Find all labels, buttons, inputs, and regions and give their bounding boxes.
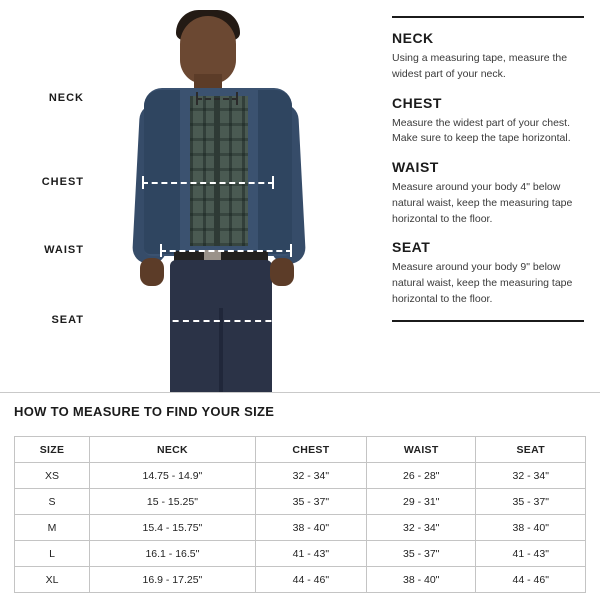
measure-marker-waist — [0, 244, 380, 258]
table-header-waist: WAIST — [366, 437, 476, 463]
cell-seat: 32 - 34" — [476, 463, 586, 489]
cell-waist: 32 - 34" — [366, 515, 476, 541]
measure-marker-seat — [0, 314, 380, 328]
measure-label-seat: SEAT — [51, 314, 84, 326]
measure-line-waist — [160, 250, 292, 252]
guide-body-neck: Using a measuring tape, measure the widest part of your neck. — [392, 52, 568, 80]
jacket-left-panel — [144, 90, 180, 254]
table-header-row — [15, 437, 586, 463]
model-photo — [0, 0, 380, 392]
cell-size: S — [15, 489, 90, 515]
guide-body-seat: Measure around your body 9" below natural waist, keep the measuring tape horizontal to the floor. — [392, 261, 573, 305]
size-table — [14, 436, 586, 593]
guide-top-divider — [392, 16, 584, 18]
guide-bottom-divider — [392, 320, 584, 322]
cell-seat: 41 - 43" — [476, 541, 586, 567]
cell-chest: 32 - 34" — [255, 463, 366, 489]
shirt-placket — [214, 96, 220, 246]
measure-line-chest — [142, 182, 274, 184]
table-row — [15, 463, 586, 489]
table-row — [15, 567, 586, 593]
measure-label-neck: NECK — [48, 92, 84, 104]
guide-body-waist: Measure around your body 4" below natural waist, keep the measuring tape horizontal to the floor. — [392, 181, 573, 225]
section-title: HOW TO MEASURE TO FIND YOUR SIZE — [14, 404, 275, 419]
table-header-neck: NECK — [90, 437, 256, 463]
cell-size: M — [15, 515, 90, 541]
table-row — [15, 515, 586, 541]
cell-neck: 14.75 - 14.9" — [90, 463, 256, 489]
cell-waist: 38 - 40" — [366, 567, 476, 593]
measure-line-neck — [196, 98, 238, 100]
table-header-chest: CHEST — [255, 437, 366, 463]
measure-marker-neck — [0, 92, 380, 106]
table-row — [15, 541, 586, 567]
measure-label-waist: WAIST — [44, 244, 84, 256]
cell-chest: 44 - 46" — [255, 567, 366, 593]
cell-size: XS — [15, 463, 90, 489]
table-header-seat: SEAT — [476, 437, 586, 463]
cell-neck: 15.4 - 15.75" — [90, 515, 256, 541]
measure-marker-chest — [0, 176, 380, 190]
guide-title-waist: WAIST — [392, 159, 439, 175]
cell-chest: 41 - 43" — [255, 541, 366, 567]
cell-chest: 38 - 40" — [255, 515, 366, 541]
measure-line-seat — [152, 320, 292, 322]
guide-block-neck — [392, 30, 588, 83]
guide-block-waist — [392, 159, 588, 227]
model-right-hand — [270, 258, 294, 286]
cell-waist: 26 - 28" — [366, 463, 476, 489]
section-divider — [0, 392, 600, 393]
cell-neck: 15 - 15.25" — [90, 489, 256, 515]
cell-seat: 35 - 37" — [476, 489, 586, 515]
measure-cap-right-waist — [290, 244, 292, 257]
cell-size: XL — [15, 567, 90, 593]
guide-title-seat: SEAT — [392, 239, 431, 256]
guide-block-chest — [392, 95, 588, 148]
table-header-size: SIZE — [15, 437, 90, 463]
measurement-instructions — [392, 0, 600, 392]
cell-neck: 16.1 - 16.5" — [90, 541, 256, 567]
table-row — [15, 489, 586, 515]
cell-waist: 35 - 37" — [366, 541, 476, 567]
cell-seat: 44 - 46" — [476, 567, 586, 593]
cell-chest: 35 - 37" — [255, 489, 366, 515]
model-figure — [118, 8, 318, 392]
measure-label-chest: CHEST — [41, 176, 84, 188]
measure-cap-right-neck — [236, 92, 238, 105]
model-left-hand — [140, 258, 164, 286]
measure-cap-right-chest — [272, 176, 274, 189]
measure-cap-right-seat — [290, 314, 292, 327]
guide-body-chest: Measure the widest part of your chest. Make sure to keep the tape horizontal. — [392, 116, 571, 145]
guide-title-chest: CHEST — [392, 94, 442, 111]
cell-waist: 29 - 31" — [366, 489, 476, 515]
cell-size: L — [15, 541, 90, 567]
size-chart-section — [0, 392, 600, 600]
cell-seat: 38 - 40" — [476, 515, 586, 541]
guide-block-seat — [392, 239, 588, 307]
jacket-right-panel — [258, 90, 292, 254]
guide-title-neck: NECK — [392, 30, 434, 46]
cell-neck: 16.9 - 17.25" — [90, 567, 256, 593]
